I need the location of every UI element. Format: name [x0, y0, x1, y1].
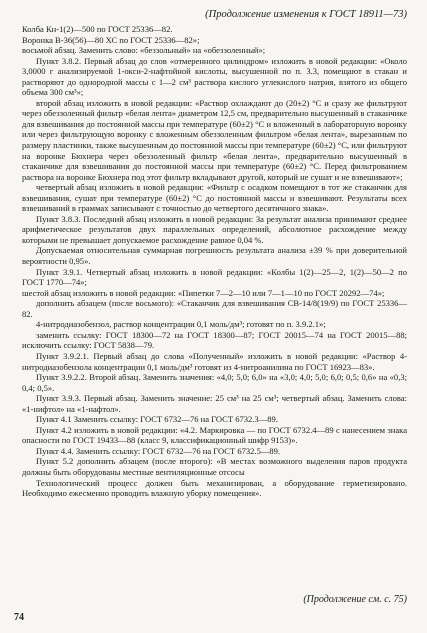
- paragraph: четвертый абзац изложить в новой редакции: «Фильтр с осадком помещают в тот же стаканчик для взвешивания, сушат при температуре (60±2) °С до постоянной массы и взвешивают. Результаты всех взвешиваний в граммах записывают с точностью до четвертого десятичного знака».: [22, 182, 407, 214]
- paragraph: Пункт 4.2 изложить в новой редакции: «4.2. Маркировка — по ГОСТ 6732.4—89 с нанесением знака опасности по ГОСТ 19433—88 (класс 9, классификационный шифр 9153)».: [22, 424, 407, 446]
- paragraph: Пункт 3.9.2.2. Второй абзац. Заменить значения: «4,0; 5,0; 6,0» на «3,0; 4,0; 5,0; 6,0; 0,5; 0,6» на «0,3; 0,4; 0,5».: [22, 372, 407, 393]
- paragraph: Допускаемая относительная суммарная погрешность результата анализа ±39 % при доверительной вероятности 0,95».: [22, 245, 407, 267]
- page-header: (Продолжение изменения к ГОСТ 18911—73): [205, 9, 407, 20]
- paragraph: Пункт 4.4. Заменить ссылку: ГОСТ 6732—76 на ГОСТ 6732.5—89.: [36, 445, 281, 456]
- paragraph: Пункт 4.1 Заменить ссылку: ГОСТ 6732—76 на ГОСТ 6732.3—89.: [36, 414, 278, 425]
- paragraph: 4-нитродиазобензол, раствор концентрации 0,1 моль/дм³; готовят по п. 3.9.2.1»;: [36, 319, 326, 330]
- paragraph: Пункт 3.9.3. Первый абзац. Заменить значение: 25 см³ на 25 см³; четвертый абзац. Заменить слова: «1-нифтол» на «1-нафтол».: [22, 393, 407, 414]
- paragraph: Воронка В-36(56)—80 ХС по ГОСТ 25336—82»;: [22, 34, 200, 45]
- continuation-note: (Продолжение см. с. 75): [303, 594, 407, 605]
- paragraph: Технологический процесс должен быть механизирован, а оборудование герметизировано. Необходимо ежесменно проводить влажную уборку помещения».: [22, 477, 407, 499]
- paragraph: Пункт 3.9.2.1. Первый абзац до слова «Полученный» изложить в новой редакции: «Раствор 4-нитродиазобензола концентрации 0,1 моль/дм³ готовят из 4-нитроанилина по ГОСТ 16923—83».: [22, 350, 407, 372]
- paragraph: дополнить абзацем (после восьмого): «Стаканчик для взвешивания СВ-14/8(19/9) по ГОСТ 25336—82.: [22, 298, 407, 319]
- paragraph: Колба Кн-1(2)—500 по ГОСТ 25336—82.: [22, 24, 173, 34]
- paragraph: шестой абзац изложить в новой редакции: «Пипетки 7—2—10 или 7—1—10 по ГОСТ 20292—74»;: [22, 287, 385, 298]
- paragraph: второй абзац изложить в новой редакции: «Раствор охлаждают до (20±2) °С и сразу же фильтруют через обеззоленный фильтр «белая лента» диаметром 12,5 см, предварительно высушенный в стаканчике для взвешивания до постоянной массы при температуре (60±2) °С и вложенный в лабораторную воронку или через фильтрующую воронку с вложенным обеззоленным фильтром «белая лента», вырезанным по размеру пластинки, также высушенным до постоянной массы при температуре (60±2) °С, или фильтруют на воронке Бюхнера через обеззоленный фильтр «белая лента», предварительно высушенный в стаканчике для взвешивания до постоянной массы при температуре (60±2) °С. Перед фильтрованием раствора на воронке Бюхнера под этот фильтр вкладывают другой, который не сушат и не взвешивают»;: [22, 97, 407, 182]
- paragraph: Пункт 3.9.1. Четвертый абзац изложить в новой редакции: «Колбы 1(2)—25—2, 1(2)—50—2 по ГОСТ 1770—74»;: [22, 266, 407, 288]
- paragraph: Пункт 5.2 дополнить абзацем (после второго): «В местах возможного выделения паров продукта должны быть оборудованы местные вентиляционные отсосы: [22, 456, 407, 477]
- paragraph: заменить ссылку: ГОСТ 18300—72 на ГОСТ 18300—87; ГОСТ 20015—74 на ГОСТ 20015—88; исключить ссылку: ГОСТ 5838—79.: [22, 329, 407, 351]
- paragraph: Пункт 3.8.2. Первый абзац до слов «отмеренного цилиндром» изложить в новой редакции: «Около 3,0000 г анализируемой 1-окси-2-нафтойной кислоты, высушенной по п. 3.3, помещают в стакан и растворяют до однородной массы с 1—2 см³ раствора кислого углекислого натрия, взятого из общего объема 300 см³»;: [22, 55, 407, 98]
- paragraph: Пункт 3.8.3. Последний абзац изложить в новой редакции: За результат анализа принимают среднее арифметическое результатов двух параллельных определений, абсолютное расхождение между которыми не превышает допускаемое расхождение равное 0,04 %.: [22, 213, 407, 245]
- paragraph: восьмой абзац. Заменить слово: «беззольный» на «обеззоленный»;: [22, 45, 266, 56]
- document-body: [22, 24, 407, 499]
- page-number: 74: [14, 612, 24, 623]
